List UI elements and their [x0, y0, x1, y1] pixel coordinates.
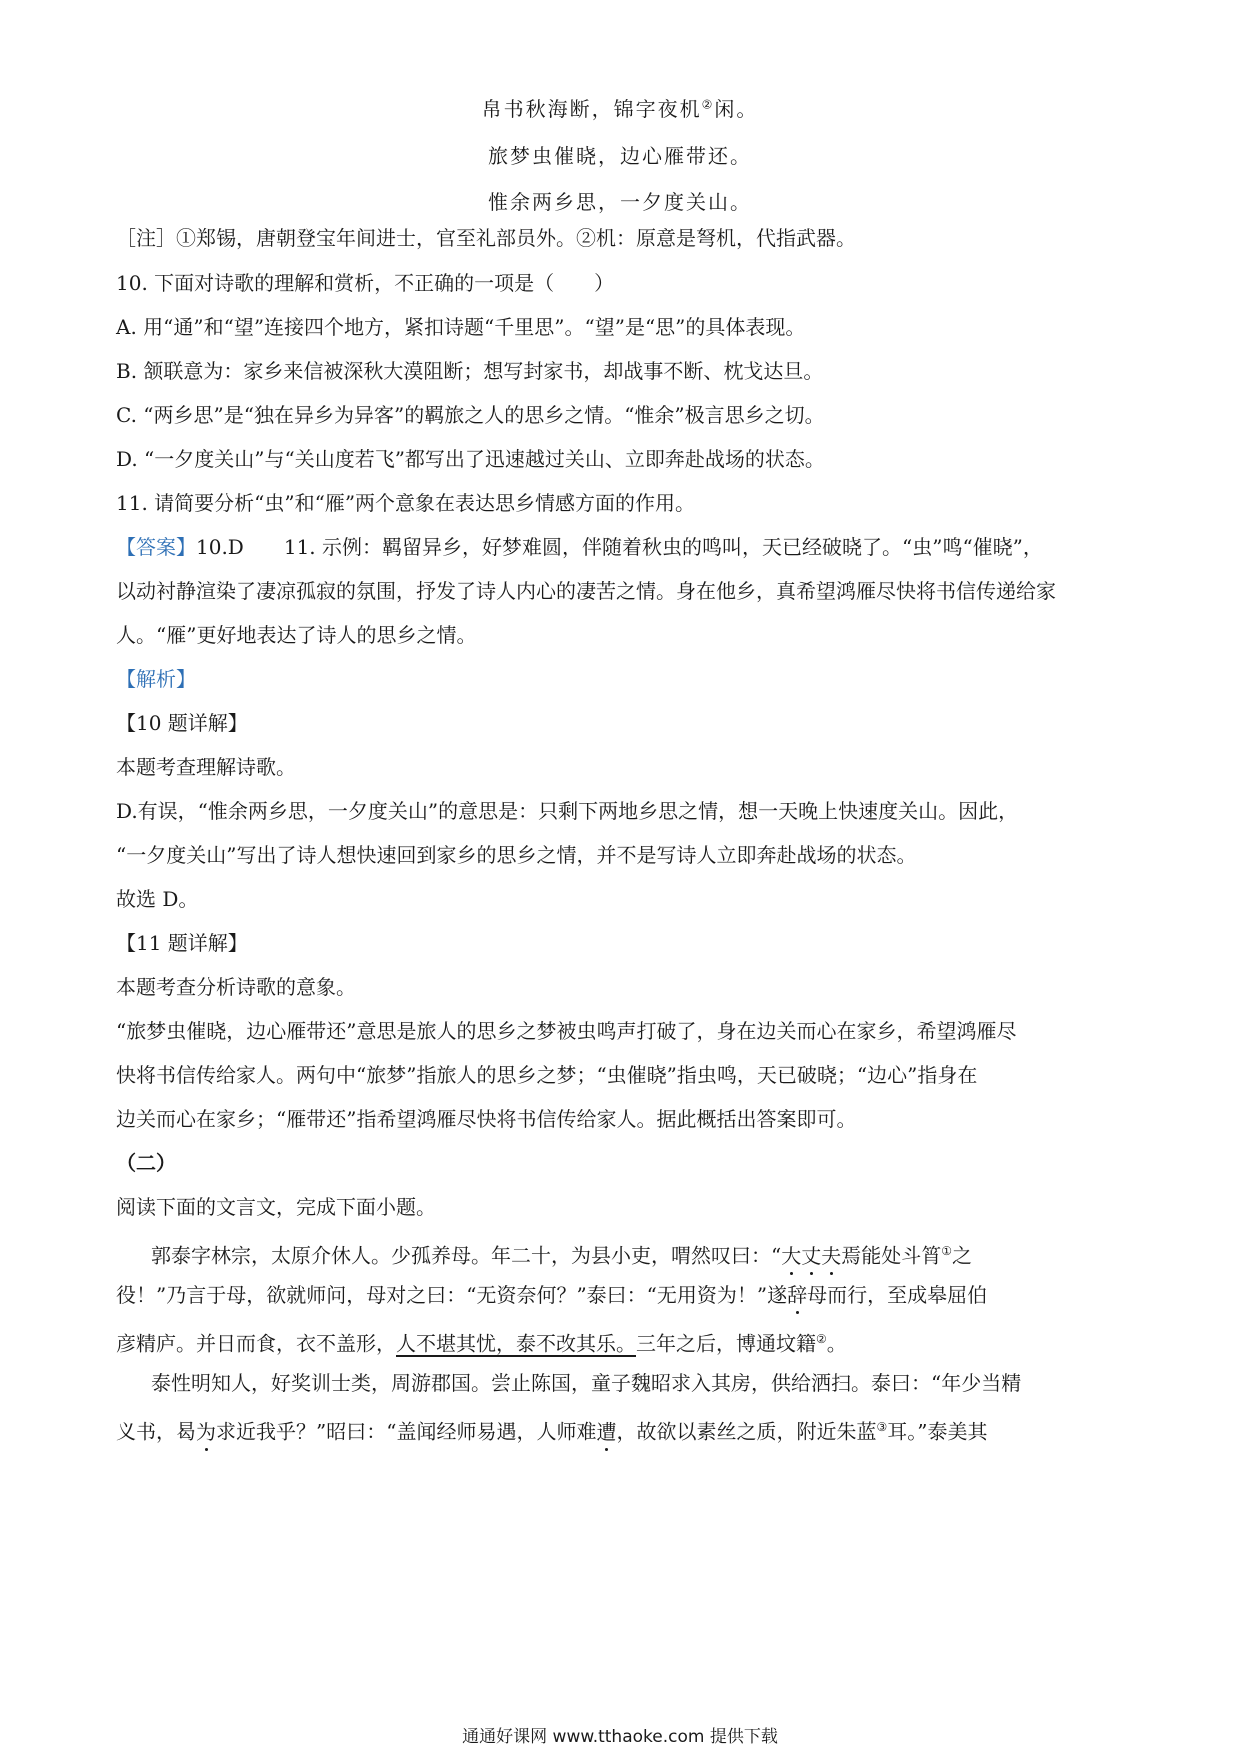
- passage-text: 焉能处斗筲: [841, 1243, 942, 1268]
- q11-detail-line-3: 快将书信传给家人。两句中“旅梦”指旅人的思乡之梦；“虫催晓”指虫鸣，天已破晓；“边心”指身在: [116, 1063, 978, 1087]
- section-2-title: （二）: [116, 1151, 176, 1175]
- passage-p1-line-1: [151, 1237, 1171, 1270]
- poem-line-2: 旅梦虫催晓，边心雁带还。: [488, 144, 752, 168]
- footer-source: 通通好课网 www.tthaoke.com 提供下载: [462, 1727, 778, 1747]
- passage-text: 母而行，至成皋屈伯: [807, 1283, 988, 1307]
- option-a: A. 用“通”和“望”连接四个地方，紧扣诗题“千里思”。“望”是“思”的具体表现。: [116, 315, 806, 339]
- passage-p2-line-1: 泰性明知人，好奖训士类，周游郡国。尝止陈国，童子魏昭求入其房，供给洒扫。泰曰：“年少当精: [151, 1371, 1022, 1395]
- passage-text: 三年之后，博通坟籍: [636, 1331, 816, 1356]
- poem-line-1-end: 闲。: [714, 97, 759, 121]
- q11-detail-heading: 【11 题详解】: [116, 931, 248, 955]
- footnote-marker: ②: [816, 1332, 827, 1346]
- section-2-instruction: 阅读下面的文言文，完成下面小题。: [116, 1195, 436, 1219]
- q10-detail-line-3: “一夕度关山”写出了诗人想快速回到家乡的思乡之情，并不是写诗人立即奔赴战场的状态。: [116, 843, 917, 867]
- answer-line-2: 以动衬静渲染了凄凉孤寂的氛围，抒发了诗人内心的凄苦之情。身在他乡，真希望鸿雁尽快将书信传递给家: [116, 579, 1056, 603]
- poem-line-1: [0, 93, 1240, 122]
- option-c: C. “两乡思”是“独在异乡为异客”的羁旅之人的思乡之情。“惟余”极言思乡之切。: [116, 403, 825, 427]
- q11-detail-line-4: 边关而心在家乡；“雁带还”指希望鸿雁尽快将书信传给家人。据此概括出答案即可。: [116, 1107, 857, 1131]
- underlined-sentence: 人不堪其忧，泰不改其乐。: [396, 1331, 636, 1356]
- dotted-char: 为: [196, 1419, 216, 1444]
- footnote-marker: ②: [701, 97, 715, 112]
- footnote-marker: ①: [941, 1244, 952, 1258]
- answer-line-3: 人。“雁”更好地表达了诗人的思乡之情。: [116, 623, 477, 647]
- q11-detail-line-2: “旅梦虫催晓，边心雁带还”意思是旅人的思乡之梦被虫鸣声打破了，身在边关而心在家乡，希望鸿雁尽: [116, 1019, 1017, 1043]
- answer-tag: 【答案】: [116, 535, 196, 559]
- passage-text: 义书，曷: [116, 1419, 196, 1444]
- q10-detail-line-4: 故选 D。: [116, 887, 199, 911]
- q11-detail-line-1: 本题考查分析诗歌的意象。: [116, 975, 356, 999]
- poem-line-1-text: 帛书秋海断，锦字夜机: [481, 97, 702, 121]
- question-10-stem: 10. 下面对诗歌的理解和赏析，不正确的一项是（ ）: [116, 271, 615, 295]
- passage-text: 耳。”泰美其: [887, 1419, 988, 1444]
- q10-detail-line-1: 本题考查理解诗歌。: [116, 755, 296, 779]
- passage-p1-line-2: [116, 1281, 1136, 1309]
- passage-p1-line-3: [116, 1325, 1136, 1358]
- poem-line-3: 惟余两乡思，一夕度关山。: [488, 190, 752, 214]
- dotted-char: 夫: [821, 1243, 842, 1268]
- passage-text: ，故欲以素丝之质，附近朱蓝: [616, 1419, 877, 1444]
- question-11-stem: 11. 请简要分析“虫”和“雁”两个意象在表达思乡情感方面的作用。: [116, 491, 696, 515]
- analysis-tag: 【解析】: [116, 667, 196, 691]
- passage-text: 之: [952, 1243, 972, 1268]
- option-b: B. 颔联意为：家乡来信被深秋大漠阻断；想写封家书，却战事不断、枕戈达旦。: [116, 359, 824, 383]
- option-d: D. “一夕度关山”与“关山度若飞”都写出了迅速越过关山、立即奔赴战场的状态。: [116, 447, 825, 471]
- passage-text: 求近我乎？”昭曰：“盖闻经师易遇，人师难: [216, 1419, 597, 1444]
- passage-text: 郭泰字林宗，太原介休人。少孤养母。年二十，为县小吏，喟然叹曰：“: [151, 1243, 782, 1268]
- passage-text: 。: [826, 1331, 847, 1356]
- passage-text: 彦精庐。并日而食，衣不盖形，: [116, 1331, 396, 1356]
- dotted-char: 辞: [787, 1283, 808, 1307]
- q10-detail-heading: 【10 题详解】: [116, 711, 248, 735]
- passage-p2-line-2: [116, 1413, 1136, 1446]
- answer-text: 10.D 11. 示例：羁留异乡，好梦难圆，伴随着秋虫的鸣叫，天已经破晓了。“虫”鸣“催晓”，: [196, 535, 1043, 559]
- dotted-char: 遭: [596, 1419, 617, 1444]
- answer-line-1: [116, 533, 1136, 561]
- dotted-char: 大: [781, 1243, 802, 1268]
- poem-note: ［注］①郑锡，唐朝登宝年间进士，官至礼部员外。②机：原意是弩机，代指武器。: [116, 226, 856, 250]
- footnote-marker: ③: [876, 1420, 888, 1434]
- passage-text: 役！”乃言于母，欲就师问，母对之曰：“无资奈何？”泰曰：“无用资为！”遂: [116, 1283, 788, 1307]
- dotted-char: 丈: [801, 1243, 822, 1268]
- q10-detail-line-2: D.有误，“惟余两乡思，一夕度关山”的意思是：只剩下两地乡思之情，想一天晚上快速度关山。因此，: [116, 799, 1019, 823]
